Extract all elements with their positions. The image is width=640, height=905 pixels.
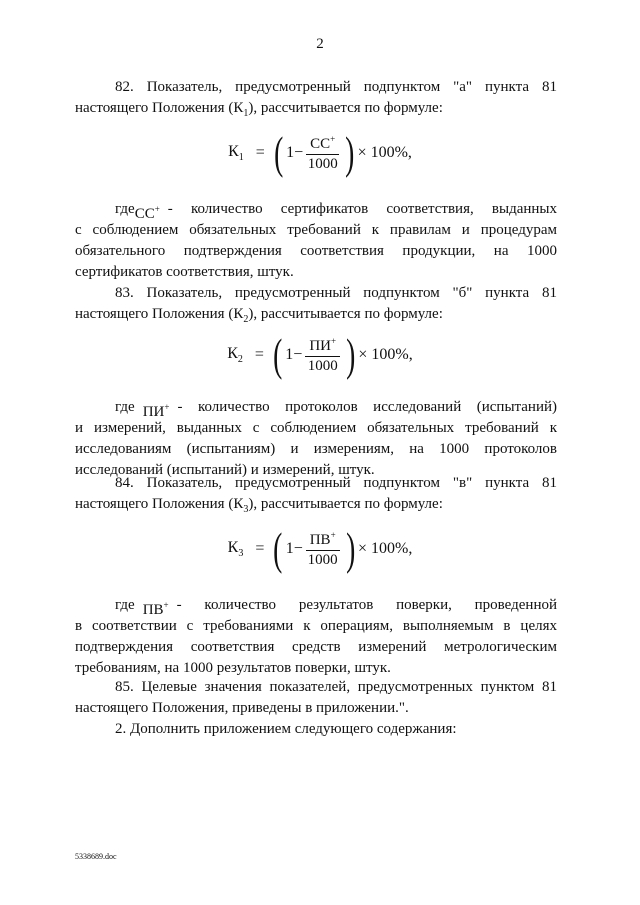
formula-k1	[0, 127, 640, 178]
formula-k3-lhs	[228, 539, 244, 559]
paragraph-83-line2	[75, 304, 557, 330]
left-paren: (	[273, 329, 283, 380]
f2-denominator: 1000	[307, 357, 338, 374]
formula-k2-lhs	[227, 345, 243, 365]
f2-numerator	[305, 336, 340, 357]
f1-num-text: СС	[310, 135, 331, 152]
footer-doc-id: 5338689.doc	[75, 852, 117, 861]
w3-b: ПВ	[142, 602, 164, 618]
f3-tail: × 100%,	[357, 540, 413, 557]
f2-lhs-sub: 2	[237, 354, 243, 366]
f1-tail: × 100%,	[357, 144, 412, 161]
paragraph-85-line1	[75, 677, 557, 698]
f1-lhs-text: К	[228, 142, 239, 160]
paragraph-85-line2: настоящего Положения, приведены в приложении.".	[75, 700, 409, 716]
f3-lhs-sub: 3	[238, 548, 244, 560]
w3-sup: +	[163, 600, 169, 610]
right-paren: )	[345, 127, 355, 178]
f1-fraction	[306, 134, 339, 173]
w1-a: где	[115, 201, 135, 217]
paragraph-2	[75, 719, 557, 740]
f2-lhs-text: К	[227, 344, 238, 362]
w1-sup: +	[154, 204, 160, 214]
left-paren: (	[273, 127, 284, 178]
f3-denominator: 1000	[307, 551, 338, 568]
paragraph-84-line2	[75, 494, 557, 520]
f3-fraction	[306, 530, 340, 569]
p83-sub: 2	[243, 314, 249, 325]
p83-post: ), рассчитывается по формуле:	[248, 306, 443, 322]
paragraph-83-line1	[75, 283, 557, 304]
paragraph-82-line1	[75, 77, 557, 98]
p85-text: 85. Целевые значения показателей, предусмотренных пунктом 81	[115, 679, 557, 695]
p84-pre: настоящего Положения (К	[75, 496, 244, 512]
f3-num-text: ПВ	[309, 531, 331, 548]
f1-numerator	[306, 134, 339, 155]
w2-a: где	[115, 399, 135, 415]
f3-numerator	[306, 530, 340, 551]
paragraph-82-line2	[75, 98, 557, 124]
w1-c: - количество сертификатов соответствия, выданных	[167, 201, 557, 217]
where-3-rest: в соответствии с требованиями к операциям, выполняемым в целях подтверждения соответствия средств измерений метрологическим требованиям, на 1000 результатов поверки, штук.	[75, 618, 557, 676]
p82-pre: настоящего Положения (К	[75, 100, 244, 116]
formula-k3	[0, 523, 640, 574]
p83-text: 83. Показатель, предусмотренный подпунктом "б" пункта 81	[115, 285, 557, 301]
right-paren: )	[346, 329, 356, 380]
w2-c: - количество протоколов исследований (испытаний)	[177, 399, 557, 415]
left-paren: (	[273, 523, 283, 574]
p84-post: ), рассчитывается по формуле:	[248, 496, 443, 512]
right-paren: )	[345, 523, 355, 574]
f2-one: 1	[285, 346, 294, 363]
f1-denominator: 1000	[307, 155, 338, 172]
f3-one: 1	[285, 540, 294, 557]
p82-text: 82. Показатель, предусмотренный подпунктом "а" пункта 81	[115, 79, 557, 95]
w3-a: где	[115, 597, 135, 613]
f1-lhs-sub: 1	[238, 152, 244, 164]
formula-k2	[0, 329, 640, 380]
formula-k1-lhs	[228, 143, 244, 163]
f3-minus: −	[293, 540, 303, 557]
f2-tail: × 100%,	[358, 346, 413, 363]
f1-num-sup: +	[330, 133, 336, 144]
f2-fraction	[305, 336, 340, 375]
p84-sub: 3	[243, 504, 249, 515]
f1-minus: −	[294, 144, 304, 161]
equals-sign: =	[255, 144, 265, 161]
equals-sign: =	[254, 346, 264, 363]
w1-b: СС	[134, 206, 155, 222]
w3-c: - количество результатов поверки, проведенной	[176, 597, 557, 613]
w2-b: ПИ	[142, 404, 165, 420]
p2-text: 2. Дополнить приложением следующего содержания:	[115, 721, 457, 737]
f1-one: 1	[286, 144, 295, 161]
f3-num-sup: +	[330, 529, 336, 540]
p82-post: ), рассчитывается по формуле:	[248, 100, 443, 116]
f2-minus: −	[293, 346, 303, 363]
f3-lhs-text: К	[227, 538, 239, 556]
w2-sup: +	[164, 402, 170, 412]
f2-num-sup: +	[330, 335, 337, 346]
paragraph-84-line1	[75, 473, 557, 494]
p82-sub: 1	[243, 108, 249, 119]
page-number: 2	[316, 36, 324, 52]
where-1-rest: с соблюдением обязательных требований к правилам и процедурам обязательного подтверждения соответствия продукции, на 1000 сертификатов соответствия, штук.	[75, 222, 557, 280]
where-2-rest: и измерений, выданных с соблюдением обязательных требований к исследованиям (испытаниям) и измерениям, на 1000 протоколов исследований (испытаний) и измерений, штук.	[75, 420, 557, 478]
p83-pre: настоящего Положения (К	[75, 306, 244, 322]
p84-text: 84. Показатель, предусмотренный подпунктом "в" пункта 81	[115, 475, 557, 491]
equals-sign: =	[255, 540, 265, 557]
f2-num-text: ПИ	[309, 337, 331, 354]
